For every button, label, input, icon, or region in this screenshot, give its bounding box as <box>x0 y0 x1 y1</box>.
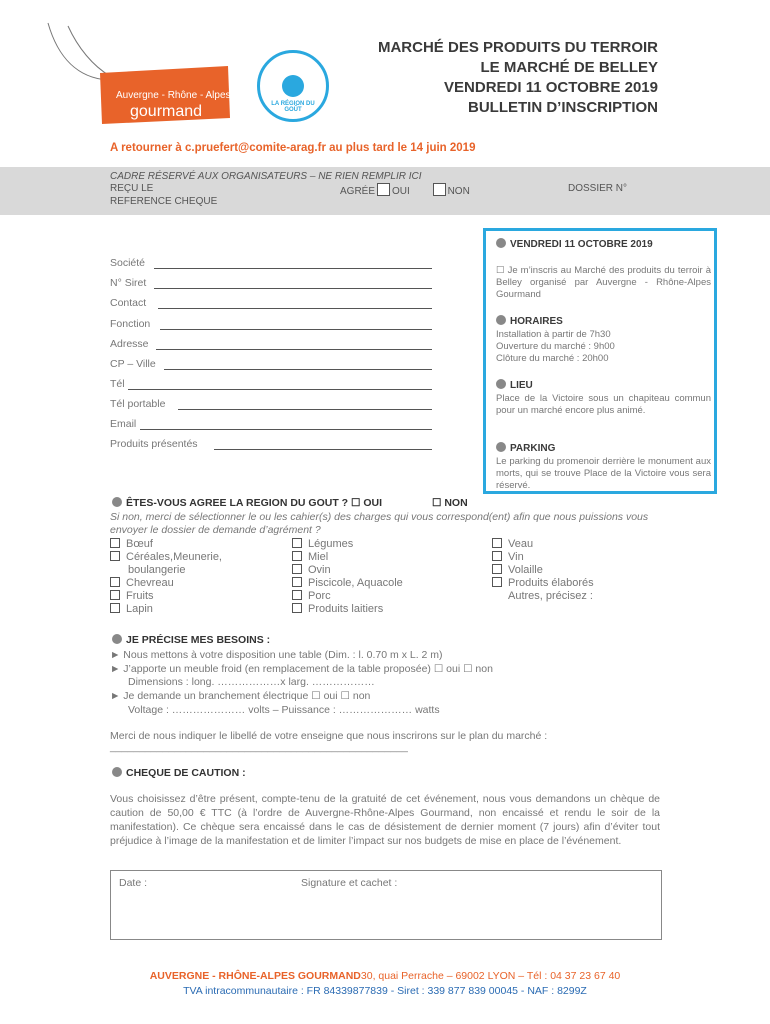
option-cereales[interactable]: Céréales,Meunerie, <box>110 551 222 563</box>
field-siret-input[interactable] <box>154 288 432 289</box>
location-icon <box>496 379 506 389</box>
checkbox[interactable] <box>292 590 302 600</box>
horaires-l1: Installation à partir de 7h30 <box>496 329 611 340</box>
field-email-input[interactable] <box>140 429 432 430</box>
option-ovin[interactable]: Ovin <box>292 564 331 576</box>
horaires-l3: Clôture du marché : 20h00 <box>496 353 609 364</box>
cadre-title: CADRE RÉSERVÉ AUX ORGANISATEURS – NE RIEN REMPLIR ICI <box>110 171 422 182</box>
logo-line1: Auvergne - Rhône - Alpes <box>116 90 231 101</box>
parking-icon <box>496 442 506 452</box>
document-title <box>378 38 658 118</box>
checkbox[interactable] <box>110 603 120 613</box>
besoins-line-3[interactable]: Dimensions : long. ………………x larg. ……………… <box>128 676 375 688</box>
checkbox[interactable] <box>492 538 502 548</box>
agree-non[interactable]: ☐ NON <box>432 497 468 509</box>
title-line-2: LE MARCHÉ DE BELLEY <box>480 59 658 76</box>
cadre-agree-label: AGRÉE <box>340 186 376 197</box>
checkbox[interactable] <box>110 551 120 561</box>
agree-heading: ÊTES-VOUS AGREE LA REGION DU GOUT ? ☐ OUI <box>112 497 382 509</box>
footer-line-2: TVA intracommunautaire : FR 84339877839 - Siret : 339 877 839 00045 - NAF : 8299Z <box>183 985 587 997</box>
option-chevreau[interactable]: Chevreau <box>110 577 174 589</box>
horaires-icon <box>496 315 506 325</box>
footer-line-1 <box>0 970 770 982</box>
horaires-heading: HORAIRES <box>496 315 563 327</box>
option-porc[interactable]: Porc <box>292 590 331 602</box>
field-contact-label: Contact <box>110 297 147 309</box>
field-contact-input[interactable] <box>158 308 432 309</box>
besoins-line-4[interactable]: ► Je demande un branchement électrique ☐ oui ☐ non <box>110 690 371 702</box>
option-boeuf[interactable]: Bœuf <box>110 538 153 550</box>
signature-box[interactable] <box>110 870 662 940</box>
horaires-l2: Ouverture du marché : 9h00 <box>496 341 615 352</box>
checkbox[interactable] <box>292 564 302 574</box>
field-siret-label: N° Siret <box>110 277 147 289</box>
checkbox[interactable] <box>110 590 120 600</box>
option-lapin[interactable]: Lapin <box>110 603 153 615</box>
event-info-box <box>483 228 717 494</box>
field-fonction-label: Fonction <box>110 318 151 330</box>
caution-heading: CHEQUE DE CAUTION : <box>112 767 246 779</box>
cadre-ref: REFERENCE CHEQUE <box>110 196 218 207</box>
date-label: Date : <box>119 877 148 889</box>
title-line-3: VENDREDI 11 OCTOBRE 2019 <box>444 79 658 96</box>
checkbox[interactable] <box>492 564 502 574</box>
seal-center-icon <box>282 75 304 97</box>
agree-italic-text: Si non, merci de sélectionner le ou les cahier(s) des charges qui vous correspond(ent) afin que nous puissions vous envoyer le dossier de demande d’agrément ? <box>110 511 649 536</box>
field-email-label: Email <box>110 418 137 430</box>
option-laitiers[interactable]: Produits laitiers <box>292 603 383 615</box>
option-veau[interactable]: Veau <box>492 538 533 550</box>
cadre-agree <box>340 183 470 197</box>
seal-text: LA RÉGION DU GOÛT <box>271 101 315 113</box>
parking-heading: PARKING <box>496 442 555 454</box>
logo-line2: gourmand <box>130 103 203 120</box>
title-line-1: MARCHÉ DES PRODUITS DU TERROIR <box>377 39 658 56</box>
checkbox[interactable] <box>292 551 302 561</box>
footer-org: AUVERGNE - RHÔNE-ALPES GOURMAND <box>149 970 361 982</box>
cadre-recu: REÇU LE <box>110 183 154 194</box>
field-produits-input[interactable] <box>214 449 432 450</box>
checkbox[interactable] <box>292 538 302 548</box>
field-portable-label: Tél portable <box>110 398 166 410</box>
field-adresse-input[interactable] <box>156 349 432 350</box>
parking-text: Le parking du promenoir derrière le monument aux morts, qui se trouve Place de la Victoire vous sera réservé. <box>496 456 711 491</box>
cadre-dossier: DOSSIER N° <box>568 183 628 194</box>
caution-text: Vous choisissez d’être présent, compte-tenu de la gratuité de cet événement, nous vous demandons un chèque de caution de 50,00 € TTC (à l’ordre de Auvergne-Rhône-Alpes Gourmand, non encaissé et rendu le soir de la manifestation). Ce chèque sera encaissé dans le cas de désistement de dernier moment (7 jours) afin d’éviter tout préjudice à l’image de la manifestation et de limiter l’impact sur nos budgets de mise en place de l’événement. <box>110 793 660 847</box>
footer-address: 30, quai Perrache – 69002 LYON – Tél : 04 37 23 67 40 <box>360 970 621 982</box>
besoins-icon <box>112 634 122 644</box>
enseigne-text: Merci de nous indiquer le libellé de votre enseigne que nous inscrirons sur le plan du marché : <box>110 730 548 742</box>
field-fonction-input[interactable] <box>160 329 432 330</box>
auvergne-gourmand-logo <box>38 18 238 128</box>
field-societe-label: Société <box>110 257 146 269</box>
checkbox[interactable] <box>110 538 120 548</box>
field-produits-label: Produits présentés <box>110 438 198 450</box>
checkbox[interactable] <box>110 577 120 587</box>
checkbox[interactable] <box>492 551 502 561</box>
checkbox[interactable] <box>492 577 502 587</box>
clock-icon <box>496 238 506 248</box>
field-cp-label: CP – Ville <box>110 358 156 370</box>
return-instruction: A retourner à c.pruefert@comite-arag.fr au plus tard le 14 juin 2019 <box>110 142 476 154</box>
checkbox[interactable] <box>292 577 302 587</box>
checkbox[interactable] <box>292 603 302 613</box>
organizer-box <box>0 167 770 215</box>
besoins-line-1: ► Nous mettons à votre disposition une table (Dim. : l. 0.70 m x L. 2 m) <box>110 649 443 661</box>
field-adresse-label: Adresse <box>110 338 149 350</box>
agree-oui-checkbox[interactable] <box>377 183 390 196</box>
besoins-line-2[interactable]: ► J’apporte un meuble froid (en remplacement de la table proposée) ☐ oui ☐ non <box>110 663 493 675</box>
field-tel-input[interactable] <box>128 389 432 390</box>
cheque-icon <box>112 767 122 777</box>
option-piscicole[interactable]: Piscicole, Aquacole <box>292 577 403 589</box>
cadre-non-label: NON <box>447 186 470 197</box>
lieu-heading: LIEU <box>496 379 533 391</box>
option-vin[interactable]: Vin <box>492 551 524 563</box>
date-text[interactable]: ☐ Je m’inscris au Marché des produits du terroir à Belley organisé par Auvergne - Rhône-Alpes Gourmand <box>496 265 711 300</box>
option-elabores[interactable]: Produits élaborés <box>492 577 594 589</box>
signature-label: Signature et cachet : <box>301 877 398 889</box>
option-cereales-cont: boulangerie <box>128 564 186 576</box>
enseigne-line[interactable]: ___________________________________________________ <box>110 741 408 753</box>
option-miel[interactable]: Miel <box>292 551 328 563</box>
region-du-gout-seal <box>257 50 329 122</box>
agree-icon <box>112 497 122 507</box>
field-cp-input[interactable] <box>164 369 432 370</box>
option-legumes[interactable]: Légumes <box>292 538 353 550</box>
besoins-heading: JE PRÉCISE MES BESOINS : <box>112 634 270 646</box>
cadre-oui-label: OUI <box>392 186 410 197</box>
date-heading: VENDREDI 11 OCTOBRE 2019 <box>496 238 653 250</box>
option-fruits[interactable]: Fruits <box>110 590 154 602</box>
title-line-4: BULLETIN D’INSCRIPTION <box>468 99 658 116</box>
option-autres: Autres, précisez : <box>508 590 593 602</box>
field-portable-input[interactable] <box>178 409 432 410</box>
field-societe-input[interactable] <box>154 268 432 269</box>
field-tel-label: Tél <box>110 378 125 390</box>
agree-non-checkbox[interactable] <box>433 183 446 196</box>
lieu-text: Place de la Victoire sous un chapiteau commun pour un marché encore plus animé. <box>496 393 711 416</box>
besoins-line-5[interactable]: Voltage : ………………… volts – Puissance : ………………… watts <box>128 704 440 716</box>
option-volaille[interactable]: Volaille <box>492 564 543 576</box>
